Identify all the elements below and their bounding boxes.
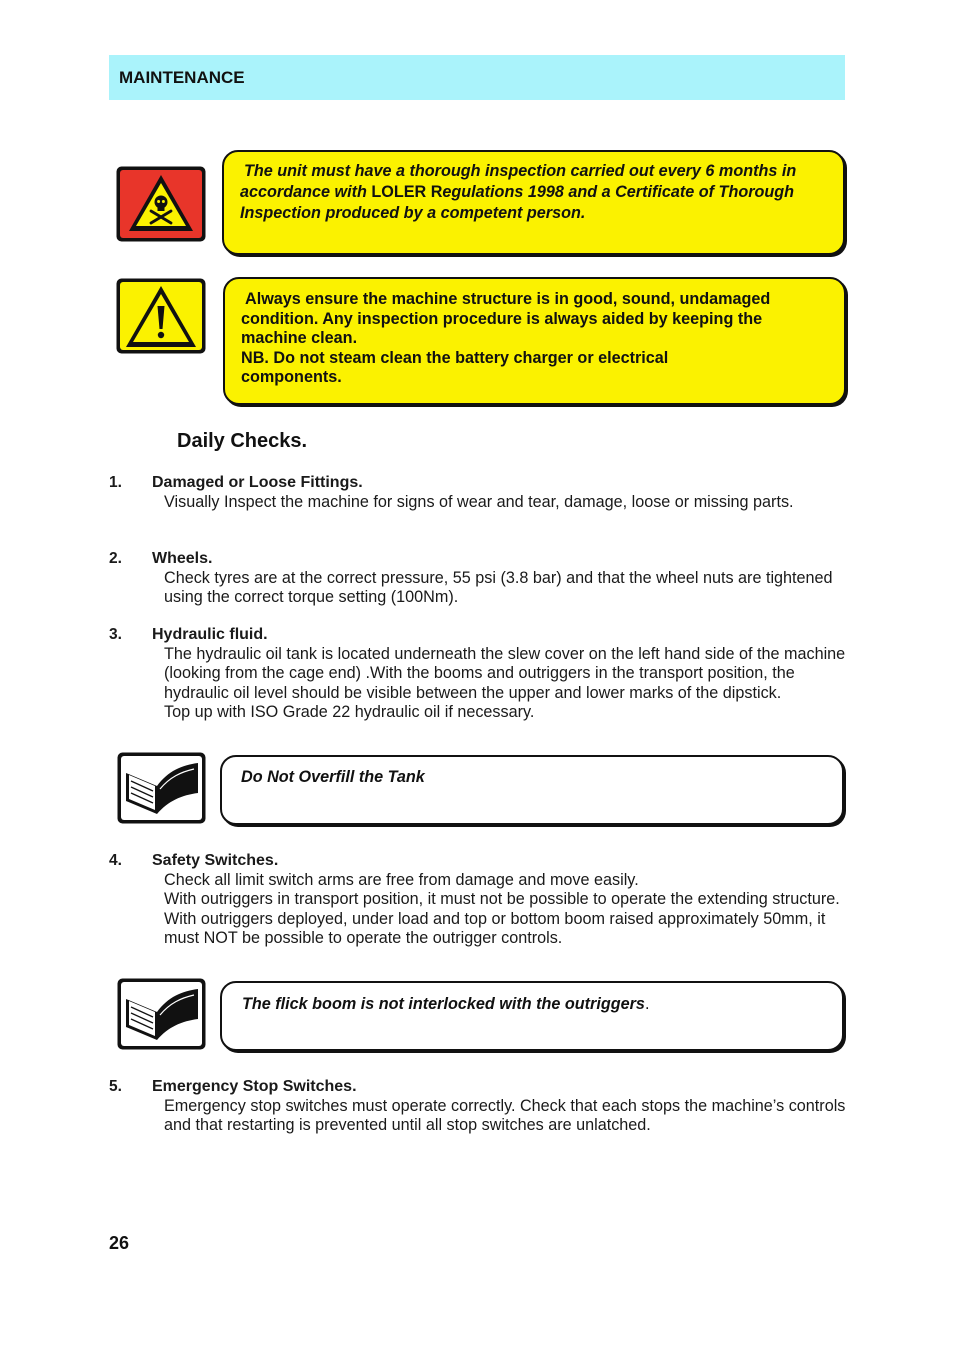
item-body bbox=[164, 1097, 849, 1136]
inspection-warning-part-1: The unit must have a thorough inspection carried out every 6 months in accordance with bbox=[240, 162, 797, 201]
skull-crossbones-icon bbox=[115, 165, 207, 243]
item-body bbox=[164, 871, 849, 949]
item-body bbox=[164, 645, 849, 723]
loler-label: LOLER R bbox=[371, 183, 443, 201]
item-title: Safety Switches. bbox=[152, 852, 279, 869]
interlock-note-text bbox=[242, 994, 649, 1015]
item-body bbox=[164, 493, 849, 512]
section-header-title: MAINTENANCE bbox=[119, 68, 245, 87]
section-header-bar bbox=[109, 55, 845, 100]
item-number: 4. bbox=[109, 852, 122, 869]
overfill-note-box bbox=[220, 755, 844, 825]
item-paragraph: Top up with ISO Grade 22 hydraulic oil if necessary. bbox=[164, 703, 535, 722]
item-number: 2. bbox=[109, 550, 122, 567]
item-paragraph: Check tyres are at the correct pressure, 55 psi (3.8 bar) and that the wheel nuts are tightened using the correct torque setting (100Nm). bbox=[164, 569, 833, 607]
item-body bbox=[164, 569, 844, 608]
item-paragraph: Visually Inspect the machine for signs of wear and tear, damage, loose or missing parts. bbox=[164, 493, 794, 511]
item-paragraph: With outriggers in transport position, it must not be possible to operate the extending structure. bbox=[164, 890, 840, 909]
structure-warning-line: NB. Do not steam clean the battery charger or electrical bbox=[241, 348, 669, 367]
item-number: 1. bbox=[109, 474, 122, 491]
structure-warning-line: machine clean. bbox=[241, 329, 358, 347]
daily-checks-heading: Daily Checks. bbox=[177, 430, 308, 452]
warning-triangle-icon bbox=[115, 277, 207, 355]
item-paragraph: The hydraulic oil tank is located underneath the slew cover on the left hand side of the machine (looking from the cage end) .With the booms and outriggers in the transport position, the hydraulic oil level should be visible between the upper and lower marks of the dipstick. bbox=[164, 645, 846, 702]
item-title: Wheels. bbox=[152, 550, 213, 567]
page-number: 26 bbox=[109, 1233, 130, 1253]
item-title: Emergency Stop Switches. bbox=[152, 1078, 357, 1095]
structure-warning-text bbox=[241, 290, 836, 388]
interlock-note-label: The flick boom is not interlocked with the outriggers bbox=[242, 995, 645, 1013]
inspection-warning-text bbox=[240, 161, 835, 224]
structure-warning-line: components. bbox=[241, 368, 342, 386]
open-book-icon bbox=[116, 977, 207, 1051]
item-title: Damaged or Loose Fittings. bbox=[152, 474, 363, 491]
interlock-note-suffix: . bbox=[644, 995, 650, 1013]
structure-warning-line: Always ensure the machine structure is in good, sound, undamaged bbox=[245, 290, 771, 308]
open-book-icon bbox=[116, 751, 207, 825]
item-title: Hydraulic fluid. bbox=[152, 626, 268, 643]
structure-warning-line: condition. Any inspection procedure is always aided by keeping the bbox=[241, 309, 763, 328]
item-paragraph: With outriggers deployed, under load and top or bottom boom raised approximately 50mm, it must NOT be possible to operate the outrigger controls. bbox=[164, 909, 826, 948]
item-number: 3. bbox=[109, 626, 122, 643]
interlock-note-box bbox=[220, 981, 844, 1051]
overfill-note-text bbox=[241, 767, 425, 788]
inspection-warning-part-3: egulations 1998 and a Certificate of Thorough Inspection produced by a competent person. bbox=[240, 183, 795, 222]
item-number: 5. bbox=[109, 1078, 122, 1095]
item-paragraph: Check all limit switch arms are free from damage and move easily. bbox=[164, 871, 639, 889]
item-paragraph: Emergency stop switches must operate correctly. Check that each stops the machine’s controls and that restarting is prevented until all stop switches are unlatched. bbox=[164, 1097, 846, 1135]
overfill-note-label: Do Not Overfill the Tank bbox=[241, 768, 425, 786]
